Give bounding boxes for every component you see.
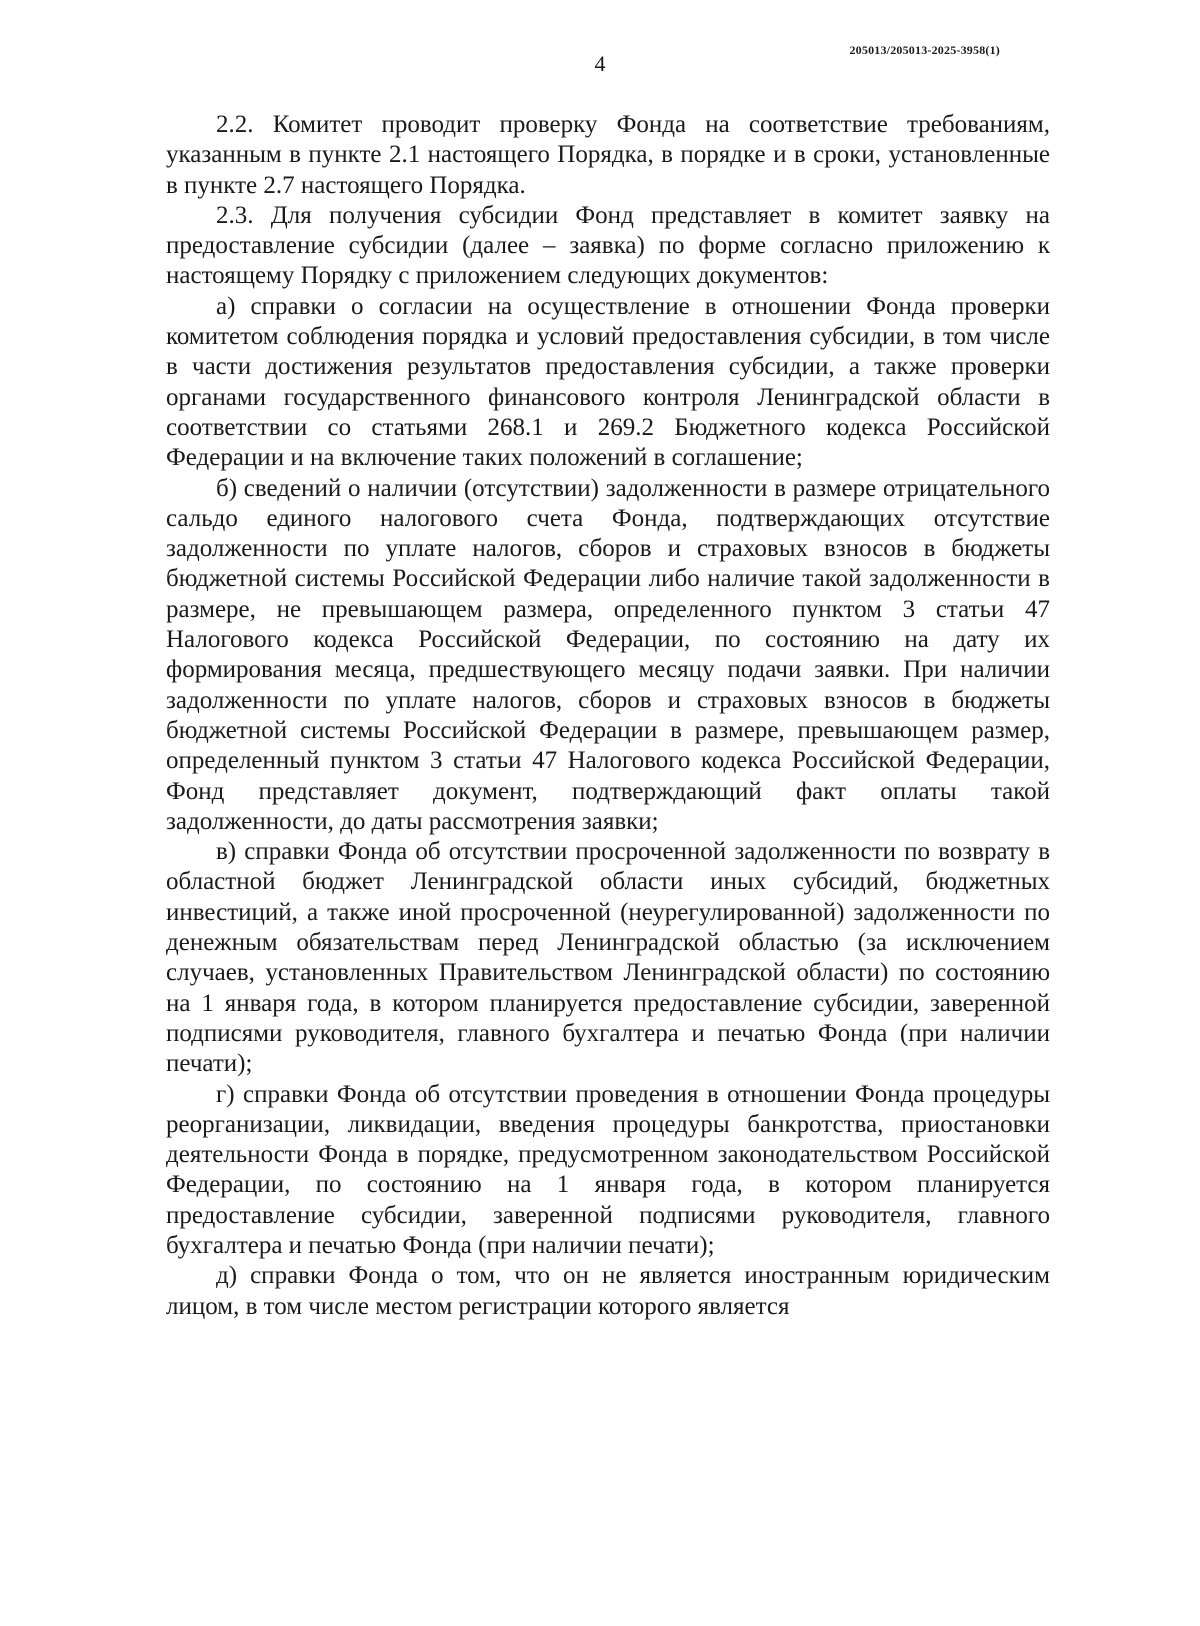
paragraph-g: г) справки Фонда об отсутствии проведения в отношении Фонда процедуры реорганизации, ликвидации, введения процедуры банкротства, приостановки деятельности Фонда в порядке, предусмотренном законодательством Российской Федерации, по состоянию на 1 января года, в котором планируется предоставление субсидии, заверенной подписями руководителя, главного бухгалтера и печатью Фонда (при наличии печати);: [166, 1080, 1050, 1259]
paragraph-2-3: 2.3. Для получения субсидии Фонд представляет в комитет заявку на предоставление субсидии (далее – заявка) по форме согласно приложению к настоящему Порядку с приложением следующих документов:: [166, 201, 1050, 290]
document-body: [166, 110, 1050, 1322]
paragraph-d: д) справки Фонда о том, что он не является иностранным юридическим лицом, в том числе местом регистрации которого является: [166, 1262, 1050, 1320]
paragraph-2-2: 2.2. Комитет проводит проверку Фонда на соответствие требованиям, указанным в пункте 2.1 настоящего Порядка, в порядке и в сроки, установленные в пункте 2.7 настоящего Порядка.: [166, 111, 1050, 199]
paragraph-v: в) справки Фонда об отсутствии просроченной задолженности по возврату в областной бюджет Ленинградской области иных субсидий, бюджетных инвестиций, а также иной просроченной (неурегулированной) задолженности по денежным обязательствам перед Ленинградской областью (за исключением случаев, установленных Правительством Ленинградской области) по состоянию на 1 января года, в котором планируется предоставление субсидии, заверенной подписями руководителя, главного бухгалтера и печатью Фонда (при наличии печати);: [166, 838, 1050, 1078]
paragraph-a: а) справки о согласии на осуществление в отношении Фонда проверки комитетом соблюдения порядка и условий предоставления субсидии, в том числе в части достижения результатов предоставления субсидии, а также проверки органами государственного финансового контроля Ленинградской области в соответствии со статьями 268.1 и 269.2 Бюджетного кодекса Российской Федерации и на включение таких положений в соглашение;: [166, 292, 1050, 472]
paragraph-b: б) сведений о наличии (отсутствии) задолженности в размере отрицательного сальдо единого налогового счета Фонда, подтверждающих отсутствие задолженности по уплате налогов, сборов и страховых взносов в бюджеты бюджетной системы Российской Федерации либо наличие такой задолженности в размере, не превышающем размера, определенного пунктом 3 статьи 47 Налогового кодекса Российской Федерации, по состоянию на дату их формирования месяца, предшествующего месяцу подачи заявки. При наличии задолженности по уплате налогов, сборов и страховых взносов в бюджеты бюджетной системы Российской Федерации в размере, превышающем размер, определенный пунктом 3 статьи 47 Налогового кодекса Российской Федерации, Фонд представляет документ, подтверждающий факт оплаты такой задолженности, до даты рассмотрения заявки;: [166, 474, 1050, 835]
document-id: 205013/205013-2025-3958(1): [849, 43, 1000, 57]
page-number: 4: [594, 51, 606, 76]
